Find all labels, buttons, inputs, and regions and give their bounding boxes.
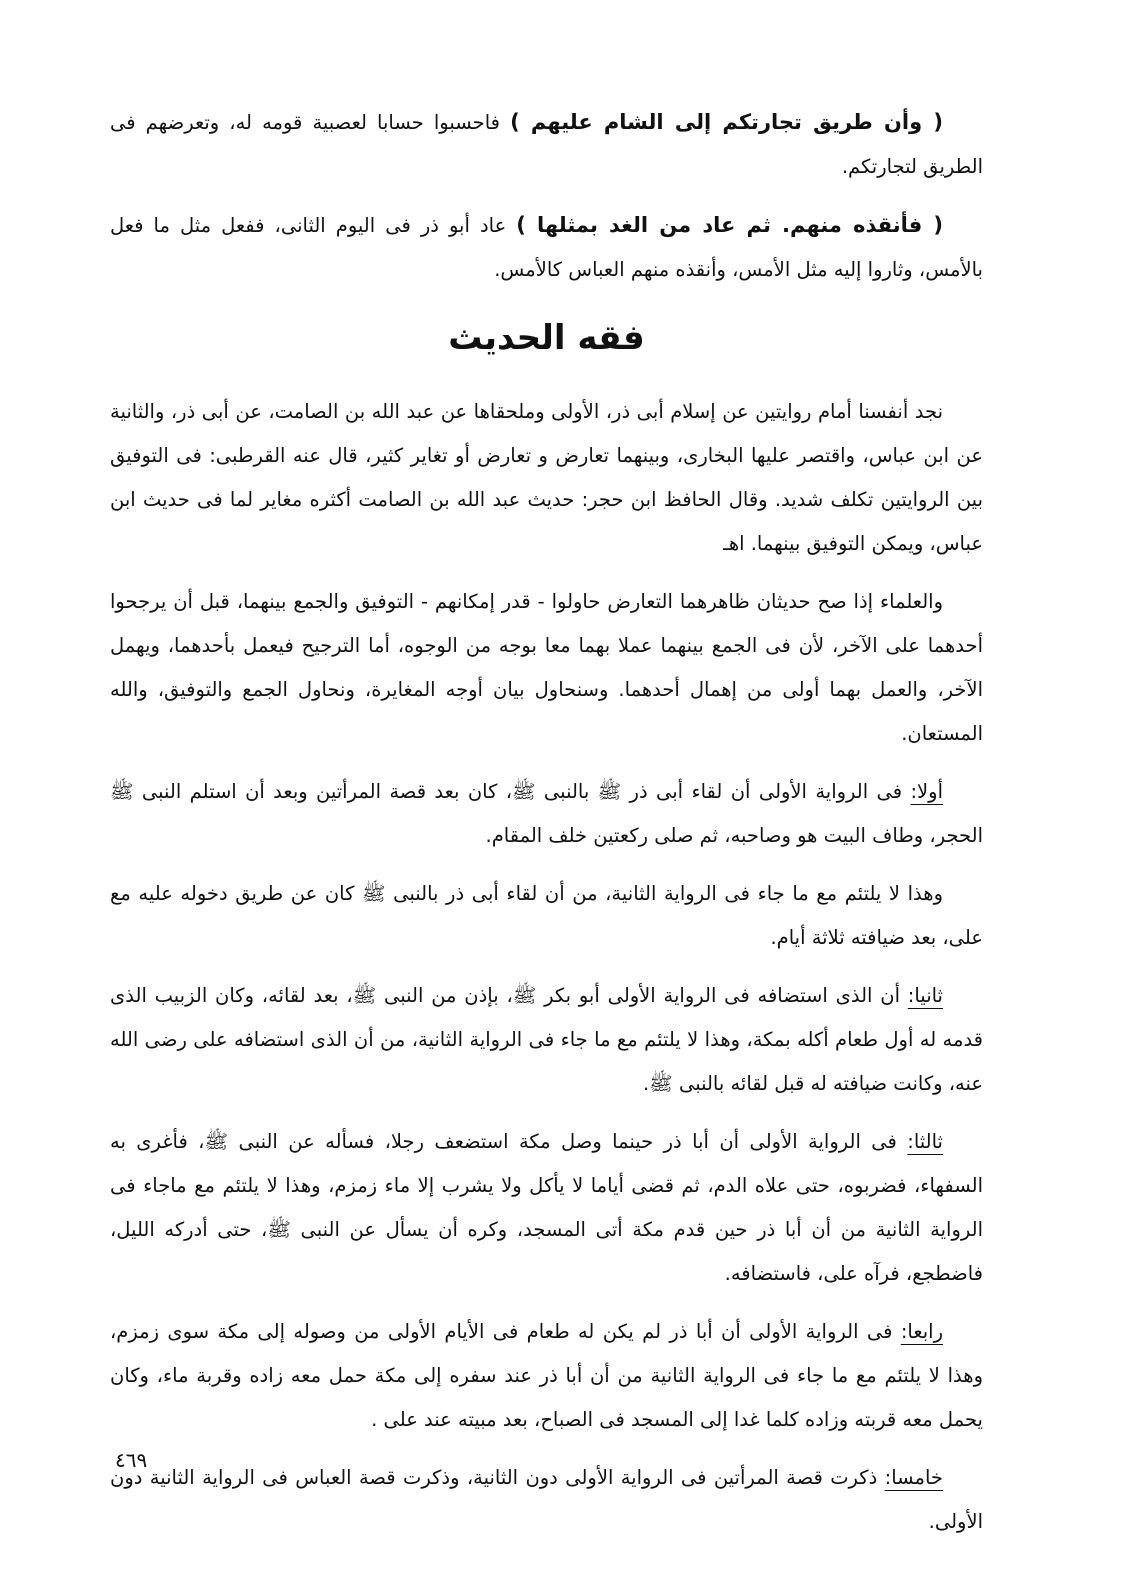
hadith-quote: ( وأن طريق تجارتكم إلى الشام عليهم ) <box>510 110 943 134</box>
paragraph-1: نجد أنفسنا أمام روايتين عن إسلام أبى ذر، الأولى وملحقاها عن عبد الله بن الصامت، عن أبى ذر، والثانية عن ابن عباس، واقتصر عليها البخارى، وبينهما تعارض و تعارض أو تغاير كثير، قال عنه القرطبى: فى التوفيق بين الروايتين تكلف شديد. وقال الحافظ ابن حجر: حديث عبد الله بن الصامت أكثره مغاير لما فى حديث ابن عباس، ويمكن التوفيق بينهما. اهـ <box>110 400 983 555</box>
ordinal-label: ثالثا: <box>907 1130 943 1153</box>
point-text: أن الذى استضافه فى الرواية الأولى أبو بكر ﷺ، بإذن من النبى ﷺ، بعد لقائه، وكان الزبيب الذى قدمه له أول طعام أكله بمكة، وهذا لا يلتئم مع ما جاء فى الرواية الثانية، من أن الذى استضافه على رضى الله عنه، وكانت ضيافته له قبل لقائه بالنبى ﷺ. <box>110 984 983 1095</box>
point-first <box>110 770 983 858</box>
ordinal-label: خامسا: <box>884 1466 943 1489</box>
page-number: ٤٦٩ <box>115 1448 148 1472</box>
intro-paragraph-2 <box>110 203 983 292</box>
point-text: فى الرواية الأولى أن أبا ذر حينما وصل مكة استضعف رجلا، فسأله عن النبى ﷺ، فأغرى به السفهاء، فضربوه، حتى علاه الدم، ثم قضى أياما لا يأكل ولا يشرب إلا ماء زمزم، وهذا لا يلتئم مع ماجاء فى الرواية الثانية من أن أبا ذر حين قدم مكة أتى المسجد، وكره أن يسأل عن النبى ﷺ، حتى أدركه الليل، فاضطجع، فرآه على، فاستضافه. <box>110 1130 983 1285</box>
paragraph-3: وهذا لا يلتئم مع ما جاء فى الرواية الثانية، من أن لقاء أبى ذر بالنبى ﷺ كان عن طريق دخوله عليه مع على، بعد ضيافته ثلاثة أيام. <box>110 882 983 949</box>
point-second <box>110 974 983 1106</box>
hadith-quote: ( فأنقذه منهم. ثم عاد من الغد بمثلها ) <box>516 213 943 237</box>
point-fifth <box>110 1456 983 1544</box>
ordinal-label: ثانيا: <box>907 984 943 1007</box>
point-text: فى الرواية الأولى أن أبا ذر لم يكن له طعام فى الأيام الأولى من وصوله إلى مكة سوى زمزم، وهذا لا يلتئم مع ما جاء فى الرواية الثانية من أن أبا ذر عند سفره إلى مكة حمل معه زاده وقربة ماء، وكان يحمل معه قربته وزاده كلما غدا إلى المسجد فى الصباح، بعد مبيته عند على . <box>110 1320 983 1431</box>
section-heading: فقه الحديث <box>448 318 645 358</box>
point-text: فى الرواية الأولى أن لقاء أبى ذر ﷺ بالنبى ﷺ، كان بعد قصة المرأتين وبعد أن استلم النبى ﷺ الحجر، وطاف البيت هو وصاحبه، ثم صلى ركعتين خلف المقام. <box>110 780 983 847</box>
commentary-text: عاد أبو ذر فى اليوم الثانى، ففعل مثل ما فعل بالأمس، وثاروا إليه مثل الأمس، وأنقذه منهم العباس كالأمس. <box>110 214 983 281</box>
ordinal-label: رابعا: <box>900 1320 943 1343</box>
ordinal-label: أولا: <box>910 780 943 803</box>
page-body <box>110 100 983 1558</box>
point-third <box>110 1120 983 1296</box>
paragraph-2: والعلماء إذا صح حديثان ظاهرهما التعارض حاولوا - قدر إمكانهم - التوفيق والجمع بينهما، قبل أن يرجحوا أحدهما على الآخر، لأن فى الجمع بينهما عملا بهما معا بوجه من الوجوه، أما الترجيح فيعمل بأحدهما، ويهمل الآخر، والعمل بهما أولى من إهمال أحدهما. وسنحاول بيان أوجه المغايرة، ونحاول الجمع والتوفيق، والله المستعان. <box>110 590 983 745</box>
point-text: ذكرت قصة المرأتين فى الرواية الأولى دون الثانية، وذكرت قصة العباس فى الرواية الثانية دون الأولى. <box>110 1466 983 1533</box>
point-fourth <box>110 1310 983 1442</box>
commentary-text: فاحسبوا حسابا لعصبية قومه له، وتعرضهم فى الطريق لتجارتكم. <box>110 111 983 178</box>
intro-paragraph-1 <box>110 100 983 189</box>
